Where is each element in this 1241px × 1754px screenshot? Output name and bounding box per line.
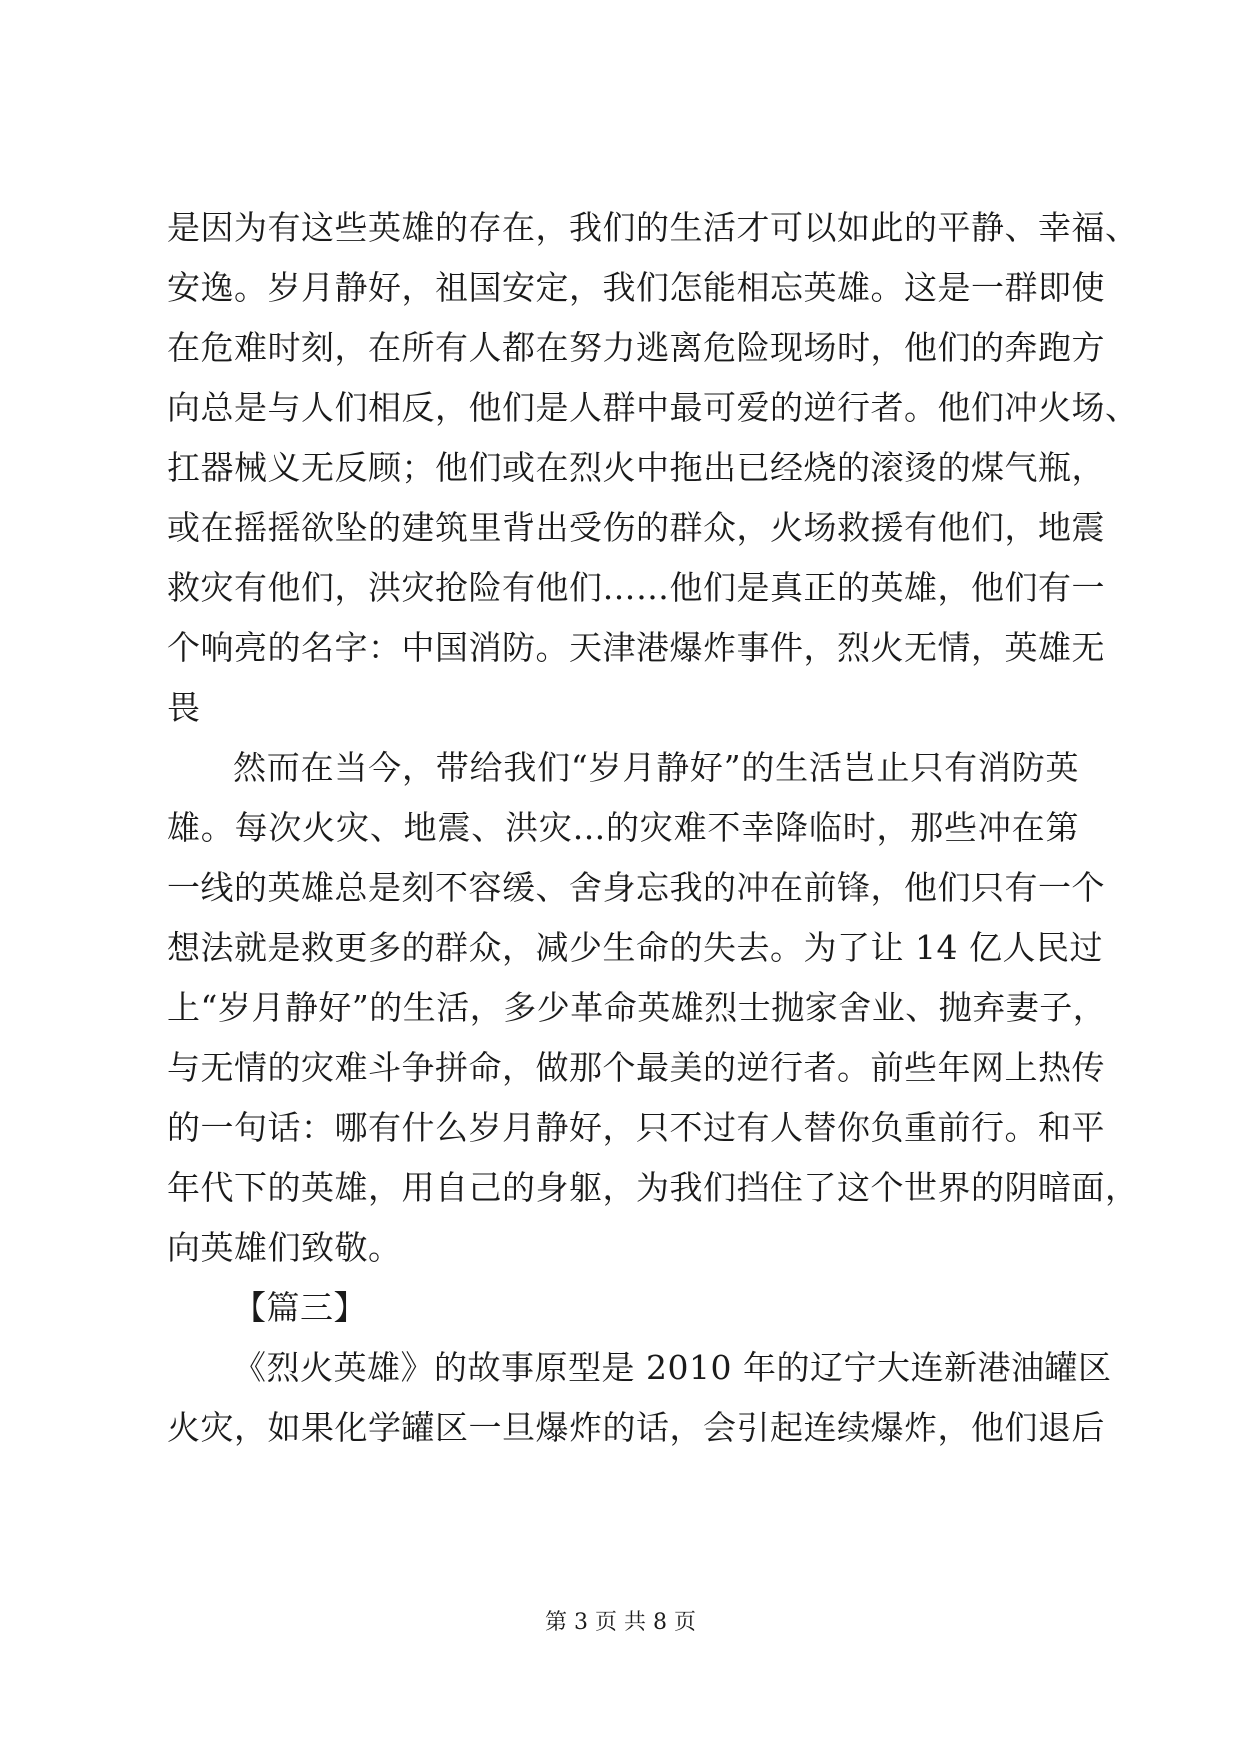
page-number-footer: 第 3 页 共 8 页 (545, 1610, 696, 1635)
text-line: 然而在当今，带给我们“岁月静好”的生活岂止只有消防英 (233, 748, 1079, 787)
text-line: 向总是与人们相反，他们是人群中最可爱的逆行者。他们冲火场、 (167, 388, 1139, 427)
text-line: 扛器械义无反顾；他们或在烈火中拖出已经烧的滚烫的煤气瓶， (167, 448, 1105, 487)
text-line: 一线的英雄总是刻不容缓、舍身忘我的冲在前锋，他们只有一个 (167, 868, 1105, 907)
text-line: 《烈火英雄》的故事原型是 2010 年的辽宁大连新港油罐区 (233, 1348, 1112, 1387)
section-heading: 【篇三】 (233, 1288, 367, 1327)
text-line: 想法就是救更多的群众，减少生命的失去。为了让 14 亿人民过 (167, 928, 1103, 967)
text-line: 雄。每次火灾、地震、洪灾...的灾难不幸降临时，那些冲在第 (167, 808, 1079, 847)
text-line: 是因为有这些英雄的存在，我们的生活才可以如此的平静、幸福、 (167, 208, 1139, 247)
text-line: 救灾有他们，洪灾抢险有他们……他们是真正的英雄，他们有一 (167, 568, 1105, 607)
text-line: 在危难时刻，在所有人都在努力逃离危险现场时，他们的奔跑方 (167, 328, 1105, 367)
text-line: 年代下的英雄，用自己的身躯，为我们挡住了这个世界的阴暗面， (167, 1168, 1139, 1207)
text-line: 安逸。岁月静好，祖国安定，我们怎能相忘英雄。这是一群即使 (167, 268, 1105, 307)
text-line: 畏 (167, 688, 201, 727)
text-line: 与无情的灾难斗争拼命，做那个最美的逆行者。前些年网上热传 (167, 1048, 1105, 1087)
text-line: 向英雄们致敬。 (167, 1228, 402, 1267)
text-line: 个响亮的名字：中国消防。天津港爆炸事件，烈火无情，英雄无 (167, 628, 1105, 667)
text-line: 的一句话：哪有什么岁月静好，只不过有人替你负重前行。和平 (167, 1108, 1105, 1147)
paragraph-3 (167, 1338, 1112, 1458)
paragraph-2 (167, 738, 1139, 1278)
text-line: 或在摇摇欲坠的建筑里背出受伤的群众，火场救援有他们，地震 (167, 508, 1105, 547)
text-line: 火灾，如果化学罐区一旦爆炸的话，会引起连续爆炸，他们退后 (167, 1408, 1105, 1447)
paragraph-1 (167, 198, 1139, 738)
document-body (167, 198, 1139, 1458)
text-line: 上“岁月静好”的生活，多少革命英雄烈士抛家舍业、抛弃妻子， (167, 988, 1107, 1027)
